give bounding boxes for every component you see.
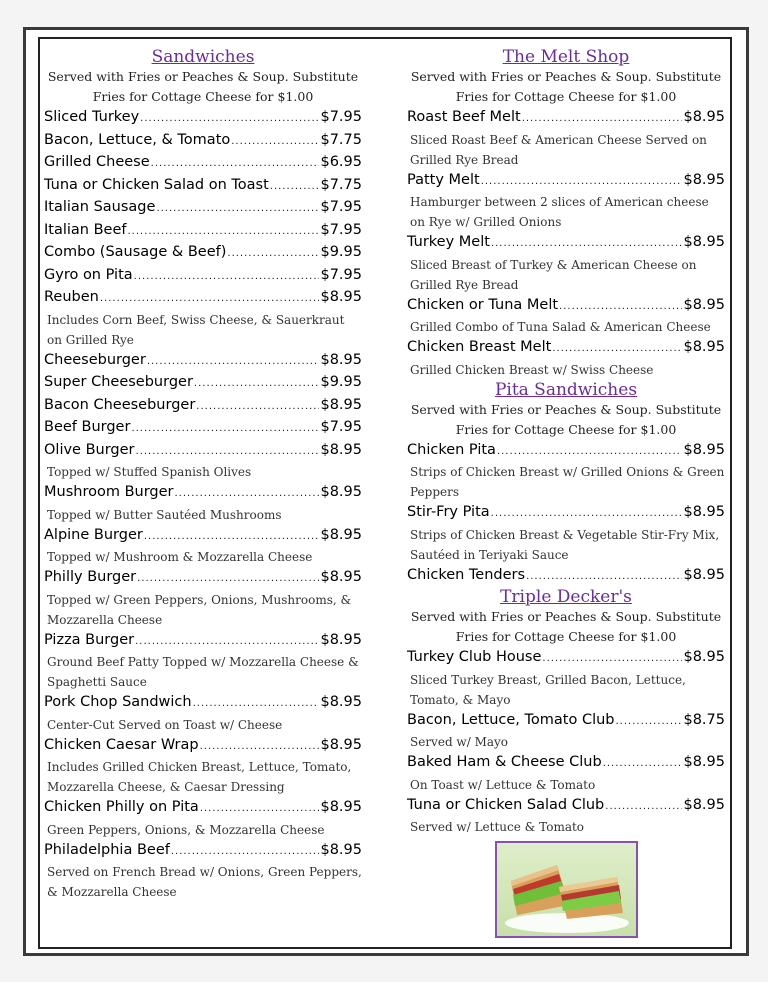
dot-leader	[605, 796, 682, 818]
dot-leader	[526, 566, 682, 588]
dot-leader	[200, 798, 320, 820]
dot-leader	[193, 693, 320, 715]
item-name: Stir-Fry Pita	[407, 504, 490, 520]
dot-leader	[137, 568, 319, 590]
item-name: Turkey Club House	[407, 649, 542, 665]
menu-item-baked-ham-cheese-club	[407, 752, 725, 775]
menu-section-triple-decker-s	[407, 587, 725, 837]
menu-item-chicken-tenders	[407, 565, 725, 588]
item-name: Super Cheeseburger	[44, 374, 193, 390]
item-name: Cheeseburger	[44, 351, 146, 368]
item-price: $8.95	[320, 289, 362, 305]
item-name: Philly Burger	[44, 569, 137, 585]
item-name: Roast Beef Melt	[407, 109, 521, 125]
item-price: $9.95	[320, 244, 362, 260]
section-intro-line: Served with Fries or Peaches & Soup. Substitute	[410, 69, 722, 84]
section-intro-line: Fries for Cottage Cheese for $1.00	[455, 89, 677, 104]
menu-item-super-cheeseburger	[44, 372, 362, 395]
menu-item-tuna-or-chicken-salad-on-toast	[44, 175, 362, 198]
item-description: Center-Cut Served on Toast w/ Cheese	[47, 717, 283, 732]
dot-leader	[603, 753, 683, 775]
dot-leader	[497, 441, 683, 463]
item-description: Includes Grilled Chicken Breast, Lettuce, Tomato, Mozzarella Cheese, & Caesar Dressing	[47, 760, 352, 794]
item-price: $7.95	[320, 221, 362, 238]
menu-section-sandwiches	[44, 47, 362, 902]
item-name: Sliced Turkey	[44, 109, 140, 125]
section-intro-line: Fries for Cottage Cheese for $1.00	[92, 89, 314, 104]
item-name: Pork Chop Sandwich	[44, 694, 192, 710]
menu-item-chicken-pita	[407, 440, 725, 463]
item-name: Mushroom Burger	[44, 484, 174, 500]
menu-item-philadelphia-beef	[44, 840, 362, 863]
item-price: $8.95	[683, 649, 725, 665]
item-price: $8.95	[683, 234, 725, 250]
item-price: $8.95	[683, 566, 725, 583]
dot-leader	[151, 153, 320, 175]
menu-item-philly-burger	[44, 567, 362, 590]
item-name: Baked Ham & Cheese Club	[407, 754, 602, 770]
dot-leader	[227, 243, 319, 265]
item-name: Grilled Cheese	[44, 154, 150, 170]
item-name: Bacon Cheeseburger	[44, 396, 196, 413]
dot-leader	[559, 296, 682, 318]
dot-leader	[171, 841, 320, 863]
dot-leader	[270, 176, 320, 198]
item-price: $8.95	[683, 441, 725, 458]
item-description: Sliced Turkey Breast, Grilled Bacon, Lettuce, Tomato, & Mayo	[410, 672, 686, 707]
item-price: $7.75	[320, 176, 362, 193]
item-name: Bacon, Lettuce, & Tomato	[44, 131, 231, 148]
menu-section-the-melt-shop	[407, 47, 725, 380]
menu-page	[38, 37, 732, 949]
section-intro-line: Served with Fries or Peaches & Soup. Substitute	[410, 401, 722, 417]
item-price: $7.95	[320, 109, 362, 125]
dot-leader	[156, 198, 319, 220]
item-price: $8.95	[320, 351, 362, 368]
menu-item-chicken-caesar-wrap	[44, 735, 362, 758]
dot-leader	[140, 108, 319, 130]
menu-item-reuben	[44, 287, 362, 310]
menu-item-bacon-lettuce-tomato	[44, 130, 362, 153]
item-price: $9.95	[320, 374, 362, 390]
item-name: Chicken Pita	[407, 441, 496, 458]
item-price: $8.95	[320, 841, 362, 858]
item-price: $7.75	[320, 131, 362, 148]
menu-item-gyro-on-pita	[44, 265, 362, 288]
item-price: $8.95	[683, 109, 725, 125]
item-description: Topped w/ Green Peppers, Onions, Mushrooms, & Mozzarella Cheese	[47, 592, 352, 627]
section-title: Triple Decker's	[500, 587, 632, 607]
item-description: Served on French Bread w/ Onions, Green Peppers, & Mozzarella Cheese	[47, 865, 362, 899]
dot-leader	[135, 631, 319, 653]
menu-item-beef-burger	[44, 417, 362, 440]
dot-leader	[491, 503, 683, 525]
section-intro-line: Served with Fries or Peaches & Soup. Substitute	[410, 609, 722, 624]
section-intro-line: Fries for Cottage Cheese for $1.00	[455, 629, 677, 644]
menu-item-chicken-philly-on-pita	[44, 797, 362, 820]
menu-item-bacon-lettuce-tomato-club	[407, 710, 725, 733]
dot-leader	[100, 288, 320, 310]
dot-leader	[231, 131, 319, 153]
dot-leader	[134, 266, 320, 288]
dot-leader	[136, 441, 320, 463]
item-description: Strips of Chicken Breast w/ Grilled Onions & Green Peppers	[410, 465, 725, 499]
dot-leader	[196, 396, 319, 418]
item-name: Alpine Burger	[44, 526, 143, 543]
dot-leader	[200, 736, 320, 758]
right-column	[407, 47, 725, 938]
item-description: Served w/ Lettuce & Tomato	[410, 820, 585, 834]
item-price: $8.95	[683, 296, 725, 313]
item-description: Strips of Chicken Breast & Vegetable Stir-Fry Mix, Sautéed in Teriyaki Sauce	[410, 527, 720, 562]
item-name: Reuben	[44, 289, 99, 305]
dot-leader	[542, 648, 682, 670]
item-description: Grilled Chicken Breast w/ Swiss Cheese	[410, 362, 654, 377]
item-description: Ground Beef Patty Topped w/ Mozzarella Cheese & Spaghetti Sauce	[47, 655, 359, 689]
menu-item-bacon-cheeseburger	[44, 395, 362, 418]
dot-leader	[127, 221, 319, 243]
menu-item-chicken-breast-melt	[407, 337, 725, 360]
item-description: Green Peppers, Onions, & Mozzarella Cheese	[47, 822, 325, 837]
menu-item-turkey-club-house	[407, 647, 725, 670]
item-name: Chicken Caesar Wrap	[44, 736, 199, 753]
menu-item-mushroom-burger	[44, 482, 362, 505]
menu-item-pork-chop-sandwich	[44, 692, 362, 715]
menu-item-stir-fry-pita	[407, 502, 725, 525]
item-price: $6.95	[320, 154, 362, 170]
item-description: Grilled Combo of Tuna Salad & American Cheese	[410, 320, 711, 334]
item-description: Hamburger between 2 slices of American cheese on Rye w/ Grilled Onions	[410, 195, 709, 229]
item-description: Sliced Breast of Turkey & American Cheese on Grilled Rye Bread	[410, 257, 697, 292]
item-price: $8.95	[683, 796, 725, 813]
menu-item-tuna-or-chicken-salad-club	[407, 795, 725, 818]
item-description: Sliced Roast Beef & American Cheese Served on Grilled Rye Bread	[410, 132, 707, 167]
dot-leader	[194, 373, 320, 395]
item-price: $7.95	[320, 419, 362, 435]
item-name: Turkey Melt	[407, 234, 490, 250]
sandwich-image-icon	[497, 843, 636, 936]
section-intro-line: Served with Fries or Peaches & Soup. Substitute	[47, 69, 359, 84]
item-description: Topped w/ Butter Sautéed Mushrooms	[47, 507, 282, 522]
item-description: On Toast w/ Lettuce & Tomato	[410, 777, 596, 792]
item-name: Tuna or Chicken Salad on Toast	[44, 176, 269, 193]
item-name: Chicken Philly on Pita	[44, 799, 199, 815]
menu-item-pizza-burger	[44, 630, 362, 653]
dot-leader	[147, 351, 320, 373]
item-price: $8.95	[320, 569, 362, 585]
menu-item-sliced-turkey	[44, 107, 362, 130]
item-description: Includes Corn Beef, Swiss Cheese, & Sauerkraut on Grilled Rye	[47, 312, 345, 347]
section-title: Pita Sandwiches	[494, 379, 638, 400]
menu-section-pita-sandwiches	[407, 380, 725, 588]
menu-item-turkey-melt	[407, 232, 725, 255]
item-price: $8.95	[320, 396, 362, 413]
menu-item-patty-melt	[407, 170, 725, 193]
item-name: Italian Beef	[44, 221, 127, 238]
item-price: $8.95	[320, 799, 362, 815]
section-title: The Melt Shop	[502, 47, 630, 67]
item-name: Chicken Tenders	[407, 566, 526, 583]
item-name: Tuna or Chicken Salad Club	[407, 796, 605, 813]
dot-leader	[552, 338, 682, 360]
dot-leader	[616, 711, 683, 733]
item-name: Chicken Breast Melt	[407, 339, 552, 355]
item-description: Topped w/ Stuffed Spanish Olives	[47, 465, 252, 479]
menu-item-cheeseburger	[44, 350, 362, 373]
menu-item-alpine-burger	[44, 525, 362, 548]
item-price: $7.95	[320, 266, 362, 283]
item-price: $8.95	[683, 171, 725, 188]
item-description: Topped w/ Mushroom & Mozzarella Cheese	[47, 550, 313, 564]
section-title: Sandwiches	[151, 47, 255, 67]
menu-item-olive-burger	[44, 440, 362, 463]
item-price: $8.95	[320, 526, 362, 543]
dot-leader	[491, 233, 683, 255]
item-name: Beef Burger	[44, 419, 131, 435]
menu-item-italian-sausage	[44, 197, 362, 220]
item-name: Chicken or Tuna Melt	[407, 296, 559, 313]
item-price: $8.95	[683, 754, 725, 770]
item-price: $8.95	[320, 694, 362, 710]
item-name: Italian Sausage	[44, 199, 156, 215]
menu-item-combo-sausage-beef	[44, 242, 362, 265]
dot-leader	[144, 526, 320, 548]
item-name: Combo (Sausage & Beef)	[44, 244, 227, 260]
dot-leader	[131, 418, 319, 440]
item-price: $8.95	[320, 736, 362, 753]
item-name: Patty Melt	[407, 171, 480, 188]
menu-item-grilled-cheese	[44, 152, 362, 175]
item-name: Gyro on Pita	[44, 266, 133, 283]
menu-item-chicken-or-tuna-melt	[407, 295, 725, 318]
item-price: $8.95	[320, 484, 362, 500]
item-name: Pizza Burger	[44, 631, 135, 648]
club-sandwich-photo	[495, 841, 638, 938]
left-column	[44, 47, 362, 902]
menu-item-roast-beef-melt	[407, 107, 725, 130]
item-price: $7.95	[320, 199, 362, 215]
item-price: $8.95	[683, 504, 725, 520]
dot-leader	[175, 483, 320, 505]
item-price: $8.95	[683, 339, 725, 355]
menu-item-italian-beef	[44, 220, 362, 243]
item-name: Bacon, Lettuce, Tomato Club	[407, 711, 615, 728]
dot-leader	[481, 171, 683, 193]
section-intro-line: Fries for Cottage Cheese for $1.00	[455, 421, 677, 437]
item-description: Served w/ Mayo	[410, 735, 509, 749]
item-price: $8.95	[320, 631, 362, 648]
item-price: $8.75	[683, 711, 725, 728]
item-name: Philadelphia Beef	[44, 841, 170, 858]
item-price: $8.95	[320, 441, 362, 458]
item-name: Olive Burger	[44, 441, 135, 458]
dot-leader	[522, 108, 683, 130]
